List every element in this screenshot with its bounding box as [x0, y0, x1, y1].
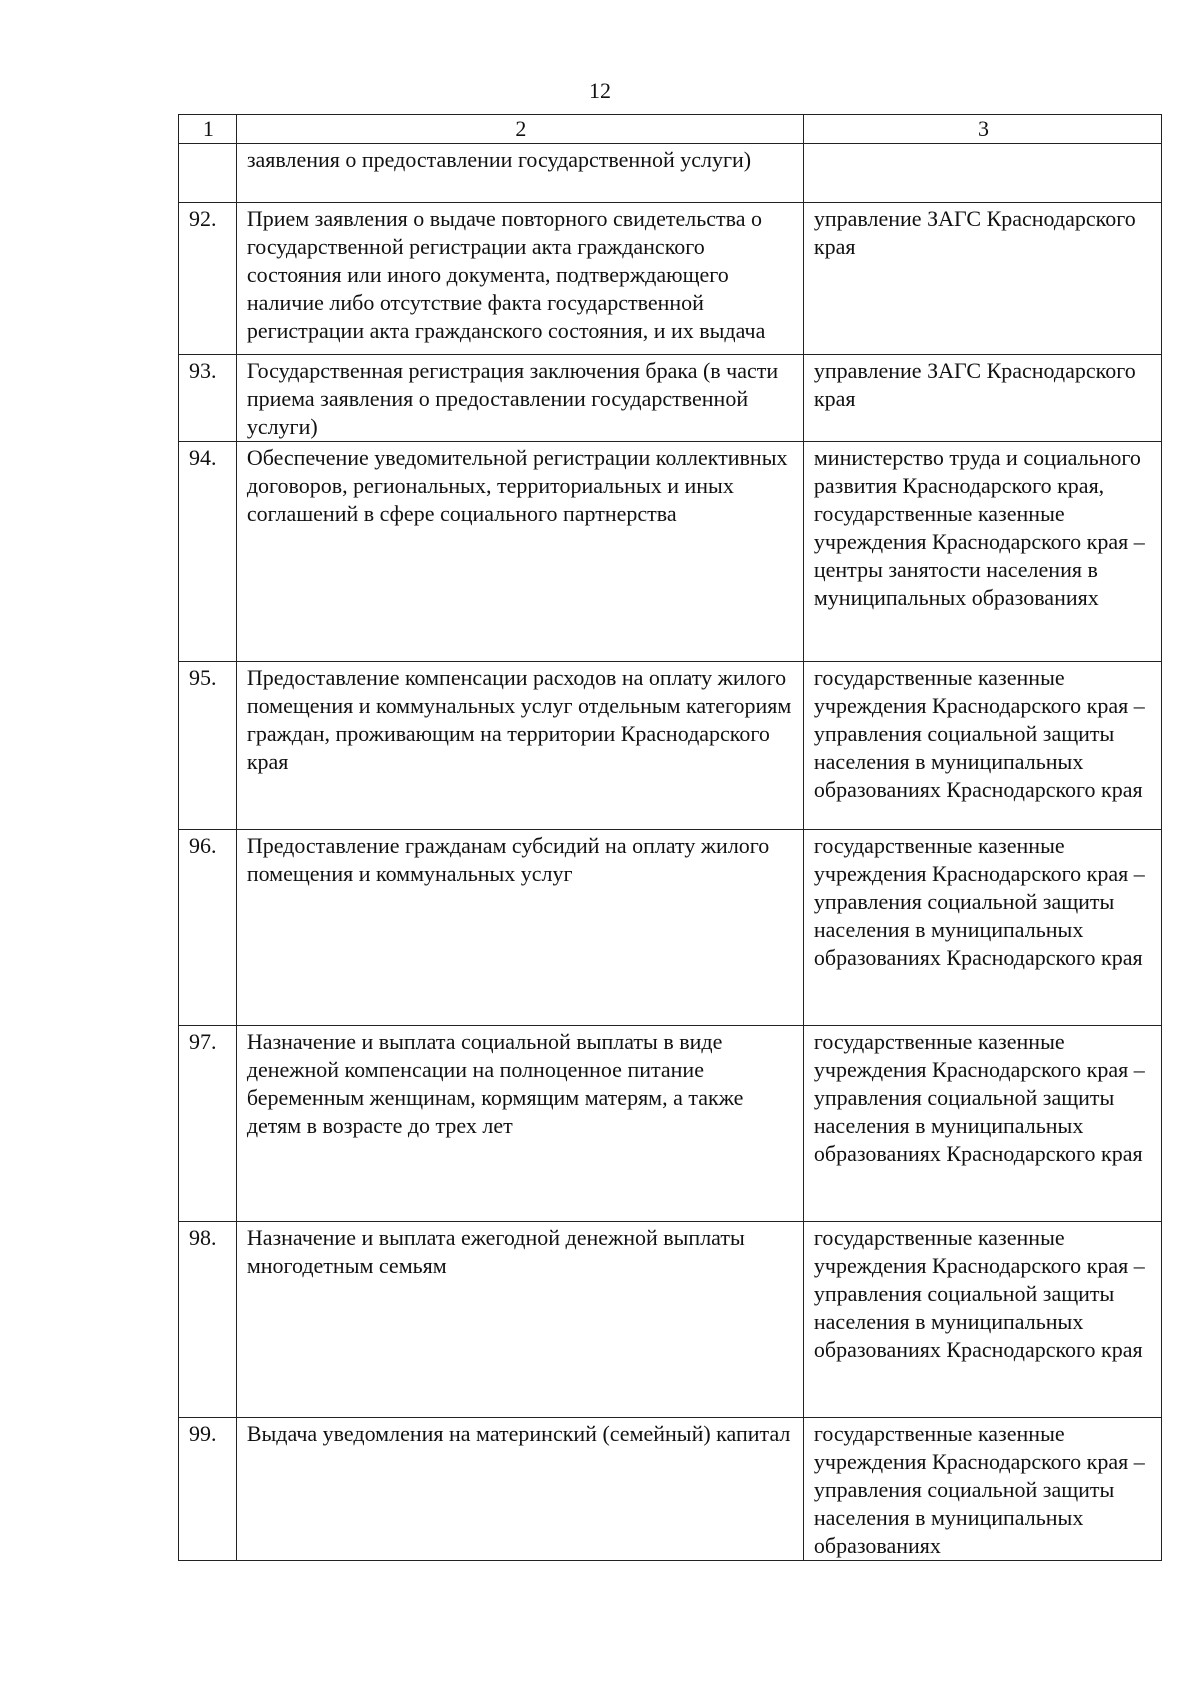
table-row: [179, 1026, 1162, 1222]
table-row: [179, 355, 1162, 442]
service-cell: Прием заявления о выдаче повторного свидетельства о государственной регистрации акта гражданского состояния или иного документа, подтверждающего наличие либо отсутствие факта государственной регистрации акта гражданского состояния, и их выдача: [236, 203, 803, 355]
authority-cell: управление ЗАГС Краснодарского края: [803, 355, 1161, 442]
service-cell: Предоставление гражданам субсидий на оплату жилого помещения и коммунальных услуг: [236, 830, 803, 1026]
service-cell: заявления о предоставлении государственной услуги): [236, 144, 803, 203]
services-table: [178, 114, 1162, 1561]
authority-cell: государственные казенные учреждения Краснодарского края – управления социальной защиты населения в муниципальных образованиях Краснодарского края: [803, 1222, 1161, 1418]
table-row: [179, 442, 1162, 662]
service-cell: Выдача уведомления на материнский (семейный) капитал: [236, 1418, 803, 1561]
table-row: [179, 1222, 1162, 1418]
row-number: 97.: [179, 1026, 237, 1222]
authority-cell: государственные казенные учреждения Краснодарского края – управления социальной защиты населения в муниципальных образованиях: [803, 1418, 1161, 1561]
row-number: 98.: [179, 1222, 237, 1418]
authority-cell: министерство труда и социального развития Краснодарского края, государственные казенные учреждения Краснодарского края – центры занятости населения в муниципальных образованиях: [803, 442, 1161, 662]
table-row: [179, 203, 1162, 355]
row-number: [179, 144, 237, 203]
authority-cell: государственные казенные учреждения Краснодарского края – управления социальной защиты населения в муниципальных образованиях Краснодарского края: [803, 1026, 1161, 1222]
service-cell: Назначение и выплата социальной выплаты в виде денежной компенсации на полноценное питание беременным женщинам, кормящим матерям, а также детям в возрасте до трех лет: [236, 1026, 803, 1222]
row-number: 96.: [179, 830, 237, 1026]
row-number: 94.: [179, 442, 237, 662]
continuation-row: [179, 144, 1162, 203]
row-number: 99.: [179, 1418, 237, 1561]
authority-cell: управление ЗАГС Краснодарского края: [803, 203, 1161, 355]
service-cell: Обеспечение уведомительной регистрации коллективных договоров, региональных, территориальных и иных соглашений в сфере социального партнерства: [236, 442, 803, 662]
authority-cell: государственные казенные учреждения Краснодарского края – управления социальной защиты населения в муниципальных образованиях Краснодарского края: [803, 830, 1161, 1026]
header-col-1: 1: [179, 115, 237, 144]
row-number: 95.: [179, 662, 237, 830]
row-number: 92.: [179, 203, 237, 355]
header-col-3: 3: [803, 115, 1161, 144]
table-header-row: [179, 115, 1162, 144]
page-number: 12: [589, 78, 611, 103]
table-row: [179, 662, 1162, 830]
table-row: [179, 830, 1162, 1026]
header-col-2: 2: [236, 115, 803, 144]
authority-cell: государственные казенные учреждения Краснодарского края – управления социальной защиты населения в муниципальных образованиях Краснодарского края: [803, 662, 1161, 830]
service-cell: Назначение и выплата ежегодной денежной выплаты многодетным семьям: [236, 1222, 803, 1418]
authority-cell: [803, 144, 1161, 203]
table-row: [179, 1418, 1162, 1561]
service-cell: Государственная регистрация заключения брака (в части приема заявления о предоставлении государственной услуги): [236, 355, 803, 442]
service-cell: Предоставление компенсации расходов на оплату жилого помещения и коммунальных услуг отдельным категориям граждан, проживающим на территории Краснодарского края: [236, 662, 803, 830]
row-number: 93.: [179, 355, 237, 442]
